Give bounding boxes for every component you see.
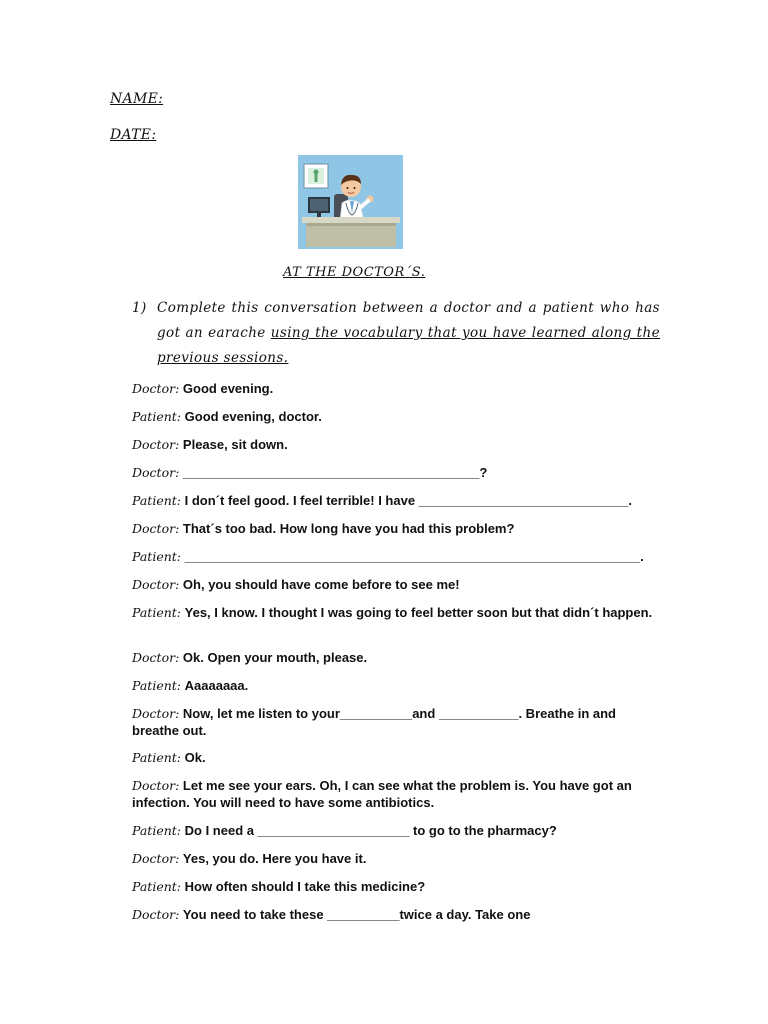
utterance: _________________________________________? bbox=[182, 465, 488, 480]
dialogue-line bbox=[132, 576, 662, 593]
utterance: How often should I take this medicine? bbox=[184, 879, 426, 894]
speaker-label: Patient: bbox=[132, 750, 182, 765]
instruction-number: 1) bbox=[132, 300, 147, 316]
dialogue-line bbox=[132, 520, 662, 537]
speaker-label: Patient: bbox=[132, 493, 182, 508]
dialogue-line bbox=[132, 464, 662, 481]
speaker-label: Patient: bbox=[132, 409, 182, 424]
instruction-text bbox=[157, 296, 660, 371]
dialogue-line bbox=[132, 649, 662, 666]
dialogue-line bbox=[132, 436, 662, 453]
dialogue-line bbox=[132, 677, 662, 694]
speaker-label: Patient: bbox=[132, 823, 182, 838]
utterance: Ok. Open your mouth, please. bbox=[182, 650, 368, 665]
speaker-label: Doctor: bbox=[132, 851, 180, 866]
utterance: Please, sit down. bbox=[182, 437, 288, 452]
speaker-label: Doctor: bbox=[132, 381, 180, 396]
date-label: DATE: bbox=[110, 127, 157, 143]
instruction-text-plain: Complete this conversation between a doctor and a patient who has got an earache bbox=[157, 300, 660, 341]
speaker-label: Patient: bbox=[132, 879, 182, 894]
dialogue-line bbox=[132, 906, 662, 923]
instruction bbox=[132, 296, 660, 371]
dialogue-line bbox=[132, 492, 662, 509]
utterance: Oh, you should have come before to see me! bbox=[182, 577, 460, 592]
speaker-label: Doctor: bbox=[132, 778, 180, 793]
speaker-label: Doctor: bbox=[132, 577, 180, 592]
speaker-label: Patient: bbox=[132, 678, 182, 693]
dialogue-line bbox=[132, 604, 662, 621]
dialogue-line bbox=[132, 380, 662, 397]
utterance: Good evening, doctor. bbox=[184, 409, 322, 424]
utterance: That´s too bad. How long have you had this problem? bbox=[182, 521, 515, 536]
utterance: You need to take these __________twice a day. Take one bbox=[182, 907, 531, 922]
speaker-label: Patient: bbox=[132, 549, 182, 564]
doctor-at-desk-icon bbox=[298, 155, 403, 249]
dialogue-line bbox=[132, 408, 662, 425]
speaker-label: Doctor: bbox=[132, 437, 180, 452]
utterance: Yes, I know. I thought I was going to feel better soon but that didn´t happen. bbox=[184, 605, 653, 620]
dialogue-line bbox=[132, 850, 662, 867]
utterance: Now, let me listen to your__________and ___________. Breathe in and breathe out. bbox=[132, 706, 616, 738]
name-label: NAME: bbox=[110, 91, 164, 107]
speaker-label: Doctor: bbox=[132, 706, 180, 721]
utterance: _______________________________________________________________. bbox=[184, 549, 644, 564]
worksheet-title: AT THE DOCTOR´S. bbox=[283, 265, 426, 280]
utterance: Yes, you do. Here you have it. bbox=[182, 851, 367, 866]
instruction-text-underlined: using the vocabulary that you have learned along the previous sessions. bbox=[157, 325, 660, 366]
dialogue-line bbox=[132, 548, 662, 565]
speaker-label: Doctor: bbox=[132, 650, 180, 665]
utterance: Ok. bbox=[184, 750, 206, 765]
speaker-label: Patient: bbox=[132, 605, 182, 620]
dialogue-line bbox=[132, 822, 662, 839]
speaker-label: Doctor: bbox=[132, 907, 180, 922]
dialogue-line bbox=[132, 878, 662, 895]
utterance: Good evening. bbox=[182, 381, 274, 396]
speaker-label: Doctor: bbox=[132, 465, 180, 480]
utterance: Let me see your ears. Oh, I can see what the problem is. You have got an infection. You will need to have some antibiotics. bbox=[132, 778, 632, 810]
dialogue-line bbox=[132, 705, 662, 739]
utterance: Aaaaaaaa. bbox=[184, 678, 249, 693]
dialogue-line bbox=[132, 749, 662, 766]
speaker-label: Doctor: bbox=[132, 521, 180, 536]
utterance: I don´t feel good. I feel terrible! I have _____________________________. bbox=[184, 493, 632, 508]
utterance: Do I need a _____________________ to go to the pharmacy? bbox=[184, 823, 557, 838]
dialogue-line bbox=[132, 777, 662, 811]
